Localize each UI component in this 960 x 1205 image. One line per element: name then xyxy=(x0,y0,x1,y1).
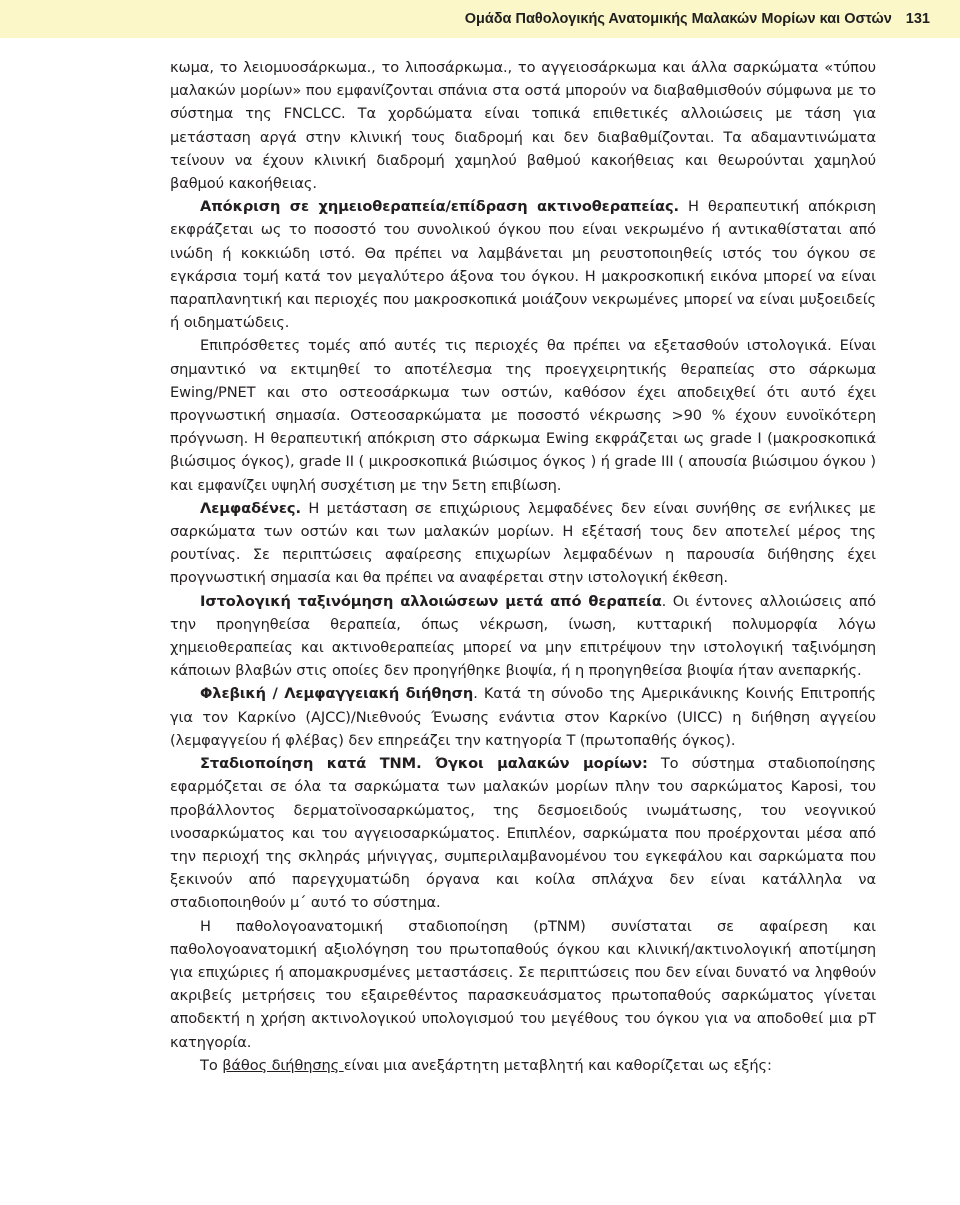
paragraph-text: κωμα, το λειομυοσάρκωμα., το λιποσάρκωμα., το αγγειοσάρκωμα και άλλα σαρκώματα «τύπου μαλακών μορίων» που εμφανίζονται σπάνια στα οστά μπορούν να διαβαθμισθούν σύμφωνα με το σύστημα της FNCLCC. Τα χορδώματα είναι τοπικά επιθετικές αλλοιώσεις με τάση για μετάσταση αργά στην κλινική τους διαδρομή και δεν διαβαθμίζονται. Τα αδαμαντινώματα τείνουν να έχουν κλινική διαδρομή χαμηλού βαθμού κακοήθειας και θεωρούνται χαμηλού βαθμού κακοήθειας. xyxy=(170,59,876,193)
page-number: 131 xyxy=(905,11,930,27)
paragraph-grading xyxy=(170,56,876,195)
paragraph-post-therapy-classification xyxy=(170,590,876,683)
section-heading: Φλεβική / Λεμφαγγειακή διήθηση xyxy=(200,685,474,703)
body-text xyxy=(170,56,876,1077)
paragraph-lymph-nodes xyxy=(170,497,876,590)
paragraph-ptnm xyxy=(170,915,876,1054)
section-heading: Απόκριση σε χημειοθεραπεία/επίδραση ακτινοθεραπείας. xyxy=(200,198,679,216)
underlined-term: βάθος διήθησης xyxy=(222,1056,344,1074)
paragraph-text: . Κατά τη σύνοδο της Αμερικάνικης Κοινής Επιτροπής για τον Καρκίνο (AJCC)/Νιεθνούς Ένωσης ενάντια στον Καρκίνο (UICC) η διήθηση αγγείου (λεμφαγγείου ή φλέβας) δεν επηρεάζει την κατηγορία T (πρωτοπαθής όγκος). xyxy=(170,685,876,749)
paragraph-text-before: Το xyxy=(200,1056,223,1074)
paragraph-text: . Οι έντονες αλλοιώσεις από την προηγηθείσα θεραπεία, όπως νέκρωση, ίνωση, κυτταρική πολυμορφία λόγω χημειοθεραπείας και ακτινοθεραπείας μπορεί να μην επιτρέψουν την ιστολογική ταξινόμηση κάποιων βλαβών στις οποίες δεν προηγήθηκε βιοψία, ή η προηγηθείσα βιοψία ήταν ανεπαρκής. xyxy=(170,592,876,680)
paragraph-vascular-invasion xyxy=(170,682,876,752)
paragraph-text: Το σύστημα σταδιοποίησης εφαρμόζεται σε όλα τα σαρκώματα των μαλακών μορίων πλην του σαρκώματος Kaposi, του προβάλλοντος δερματοϊνοσαρκώματος, της δεσμοειδούς ινωμάτωσης, του νεογνικού ινοσαρκώματος και του αγγειοσαρκώματος. Επιπλέον, σαρκώματα που προέρχονται μέσα από την περιοχή της σκληράς μήνιγγας, συμπεριλαμβανομένου του εγκεφάλου και σαρκώματα που ξεκινούν από παρεγχυματώδη όργανα και κοίλα σπλάχνα δεν είναι κατάλληλα να σταδιοποιηθούν μ΄ αυτό το σύστημα. xyxy=(170,755,876,912)
running-header xyxy=(0,0,960,38)
paragraph-depth-of-invasion xyxy=(170,1054,876,1077)
section-heading: Σταδιοποίηση κατά TNM. Όγκοι μαλακών μορίων: xyxy=(200,755,648,773)
paragraph-additional-sections xyxy=(170,334,876,496)
paragraph-text: Η μετάσταση σε επιχώριους λεμφαδένες δεν είναι συνήθης σε ενήλικες με σαρκώματα των οστών και των μαλακών μορίων. Η εξέτασή τους δεν αποτελεί μέρος της ρουτίνας. Σε περιπτώσεις αφαίρεσης επιχωρίων λεμφαδένων η παρουσία διήθησης έχει προγνωστική σημασία και θα πρέπει να αναφέρεται στην ιστολογική έκθεση. xyxy=(170,499,876,587)
paragraph-therapy-response xyxy=(170,195,876,334)
section-heading: Ιστολογική ταξινόμηση αλλοιώσεων μετά από θεραπεία xyxy=(200,592,662,610)
paragraph-text-after: είναι μια ανεξάρτητη μεταβλητή και καθορίζεται ως εξής: xyxy=(343,1056,772,1074)
paragraph-text: Επιπρόσθετες τομές από αυτές τις περιοχές θα πρέπει να εξετασθούν ιστολογικά. Είναι σημαντικό να εκτιμηθεί το αποτέλεσμα της προεγχειρητικής θεραπείας στο σάρκωμα Ewing/PNET και στο οστεοσάρκωμα των οστών, καθόσον έχει αποδειχθεί ότι αυτό έχει προγνωστική σημασία. Οστεοσαρκώματα με ποσοστό νέκρωσης >90 % έχουν ευνοϊκότερη πρόγνωση. Η θεραπευτική απόκριση στο σάρκωμα Ewing εκφράζεται ως grade I (μακροσκοπικά βιώσιμος όγκος), grade II ( μικροσκοπικά βιώσιμος όγκος ) ή grade III ( απουσία βιώσιμου όγκου ) και εμφανίζει υψηλή συσχέτιση με την 5ετη επιβίωση. xyxy=(170,337,876,494)
paragraph-text: Η θεραπευτική απόκριση εκφράζεται ως το ποσοστό του συνολικού όγκου που είναι νεκρωμένο ή αντικαθίσταται από ινώδη ή κοκκιώδη ιστό. Θα πρέπει να λαμβάνεται μη ρευστοποιηθείς ιστός του όγκου σε εγκάρσια τομή κατά τον μεγαλύτερο άξονα του όγκου. Η μακροσκοπική εικόνα μπορεί να είναι παραπλανητική και περιοχές που μακροσκοπικά μοιάζουν νεκρωμένες μπορεί να είναι μυξοειδείς ή οιδηματώδεις. xyxy=(170,198,876,332)
paragraph-tnm-staging xyxy=(170,752,876,914)
running-title: Ομάδα Παθολογικής Ανατομικής Μαλακών Μορίων και Οστών xyxy=(464,11,892,27)
section-heading: Λεμφαδένες. xyxy=(200,499,301,517)
paragraph-text: Η παθολογοανατομική σταδιοποίηση (pTNM) συνίσταται σε αφαίρεση και παθολογοανατομική αξιολόγηση του πρωτοπαθούς όγκου και κλινική/ακτινολογική αποτίμηση για επιχώριες ή απομακρυσμένες μεταστάσεις. Σε περιπτώσεις που δεν είναι δυνατό να ληφθούν ακριβείς μετρήσεις του εξαιρεθέντος παρασκευάσματος πρωτοπαθούς σαρκώματος γίνεται αποδεκτή η χρήση ακτινολογικού υπολογισμού του μεγέθους του όγκου για να αποδοθεί μια pT κατηγορία. xyxy=(170,917,876,1051)
